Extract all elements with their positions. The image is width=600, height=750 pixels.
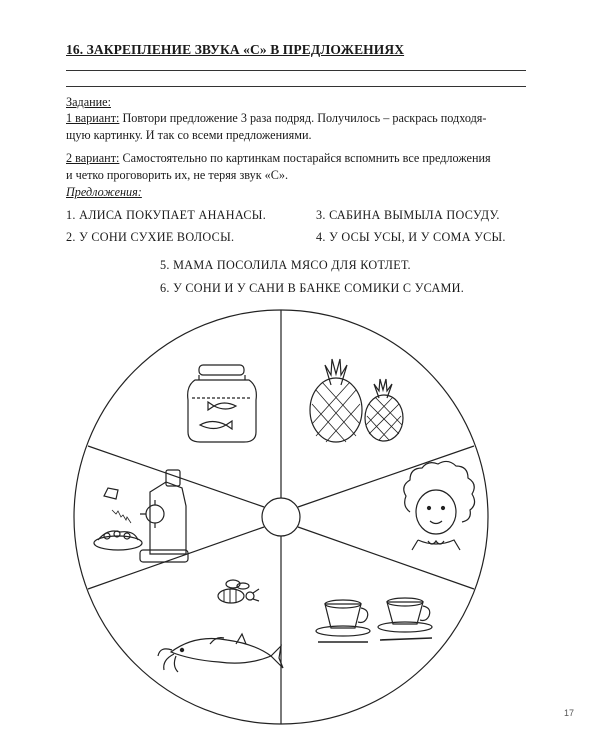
variant-1-text-line1: Повтори предложение 3 раза подряд. Получилось – раскрась подходя- <box>119 111 487 125</box>
variant-1-text-line2: щую картинку. И так со всеми предложениями. <box>66 128 312 142</box>
wheel-center-circle <box>262 498 300 536</box>
variant-1-label: 1 вариант: <box>66 111 120 125</box>
wasp-and-catfish-picture <box>158 580 283 672</box>
meat-grinder-and-cutlets-picture <box>94 470 188 562</box>
page-number: 17 <box>564 708 575 718</box>
sentence-5: 5. МАМА ПОСОЛИЛА МЯСО ДЛЯ КОТЛЕТ. <box>160 258 411 272</box>
curly-girl-picture <box>404 461 475 550</box>
sentence-2: 2. У СОНИ СУХИЕ ВОЛОСЫ. <box>66 230 235 244</box>
sentence-1: 1. АЛИСА ПОКУПАЕТ АНАНАСЫ. <box>66 208 267 222</box>
variant-2-text-line2: и четко проговорить их, не теряя звук «С». <box>66 168 289 182</box>
task-heading: Задание: <box>66 95 111 109</box>
sentence-3: 3. САБИНА ВЫМЫЛА ПОСУДУ. <box>316 208 500 222</box>
variant-2-label: 2 вариант: <box>66 151 120 165</box>
page-title: 16. ЗАКРЕПЛЕНИЕ ЗВУКА «С» В ПРЕДЛОЖЕНИЯХ <box>66 42 405 57</box>
sentence-4: 4. У ОСЫ УСЫ, И У СОМА УСЫ. <box>316 230 506 244</box>
sentences-heading: Предложения: <box>66 185 142 199</box>
variant-2-text-line1: Самостоятельно по картинкам постарайся вспомнить все предложения <box>119 151 491 165</box>
cups-with-saucers-picture <box>316 598 432 642</box>
pineapples-picture <box>310 359 403 442</box>
jar-with-fish-picture <box>188 365 257 442</box>
sentence-6: 6. У СОНИ И У САНИ В БАНКЕ СОМИКИ С УСАМИ. <box>160 281 465 295</box>
